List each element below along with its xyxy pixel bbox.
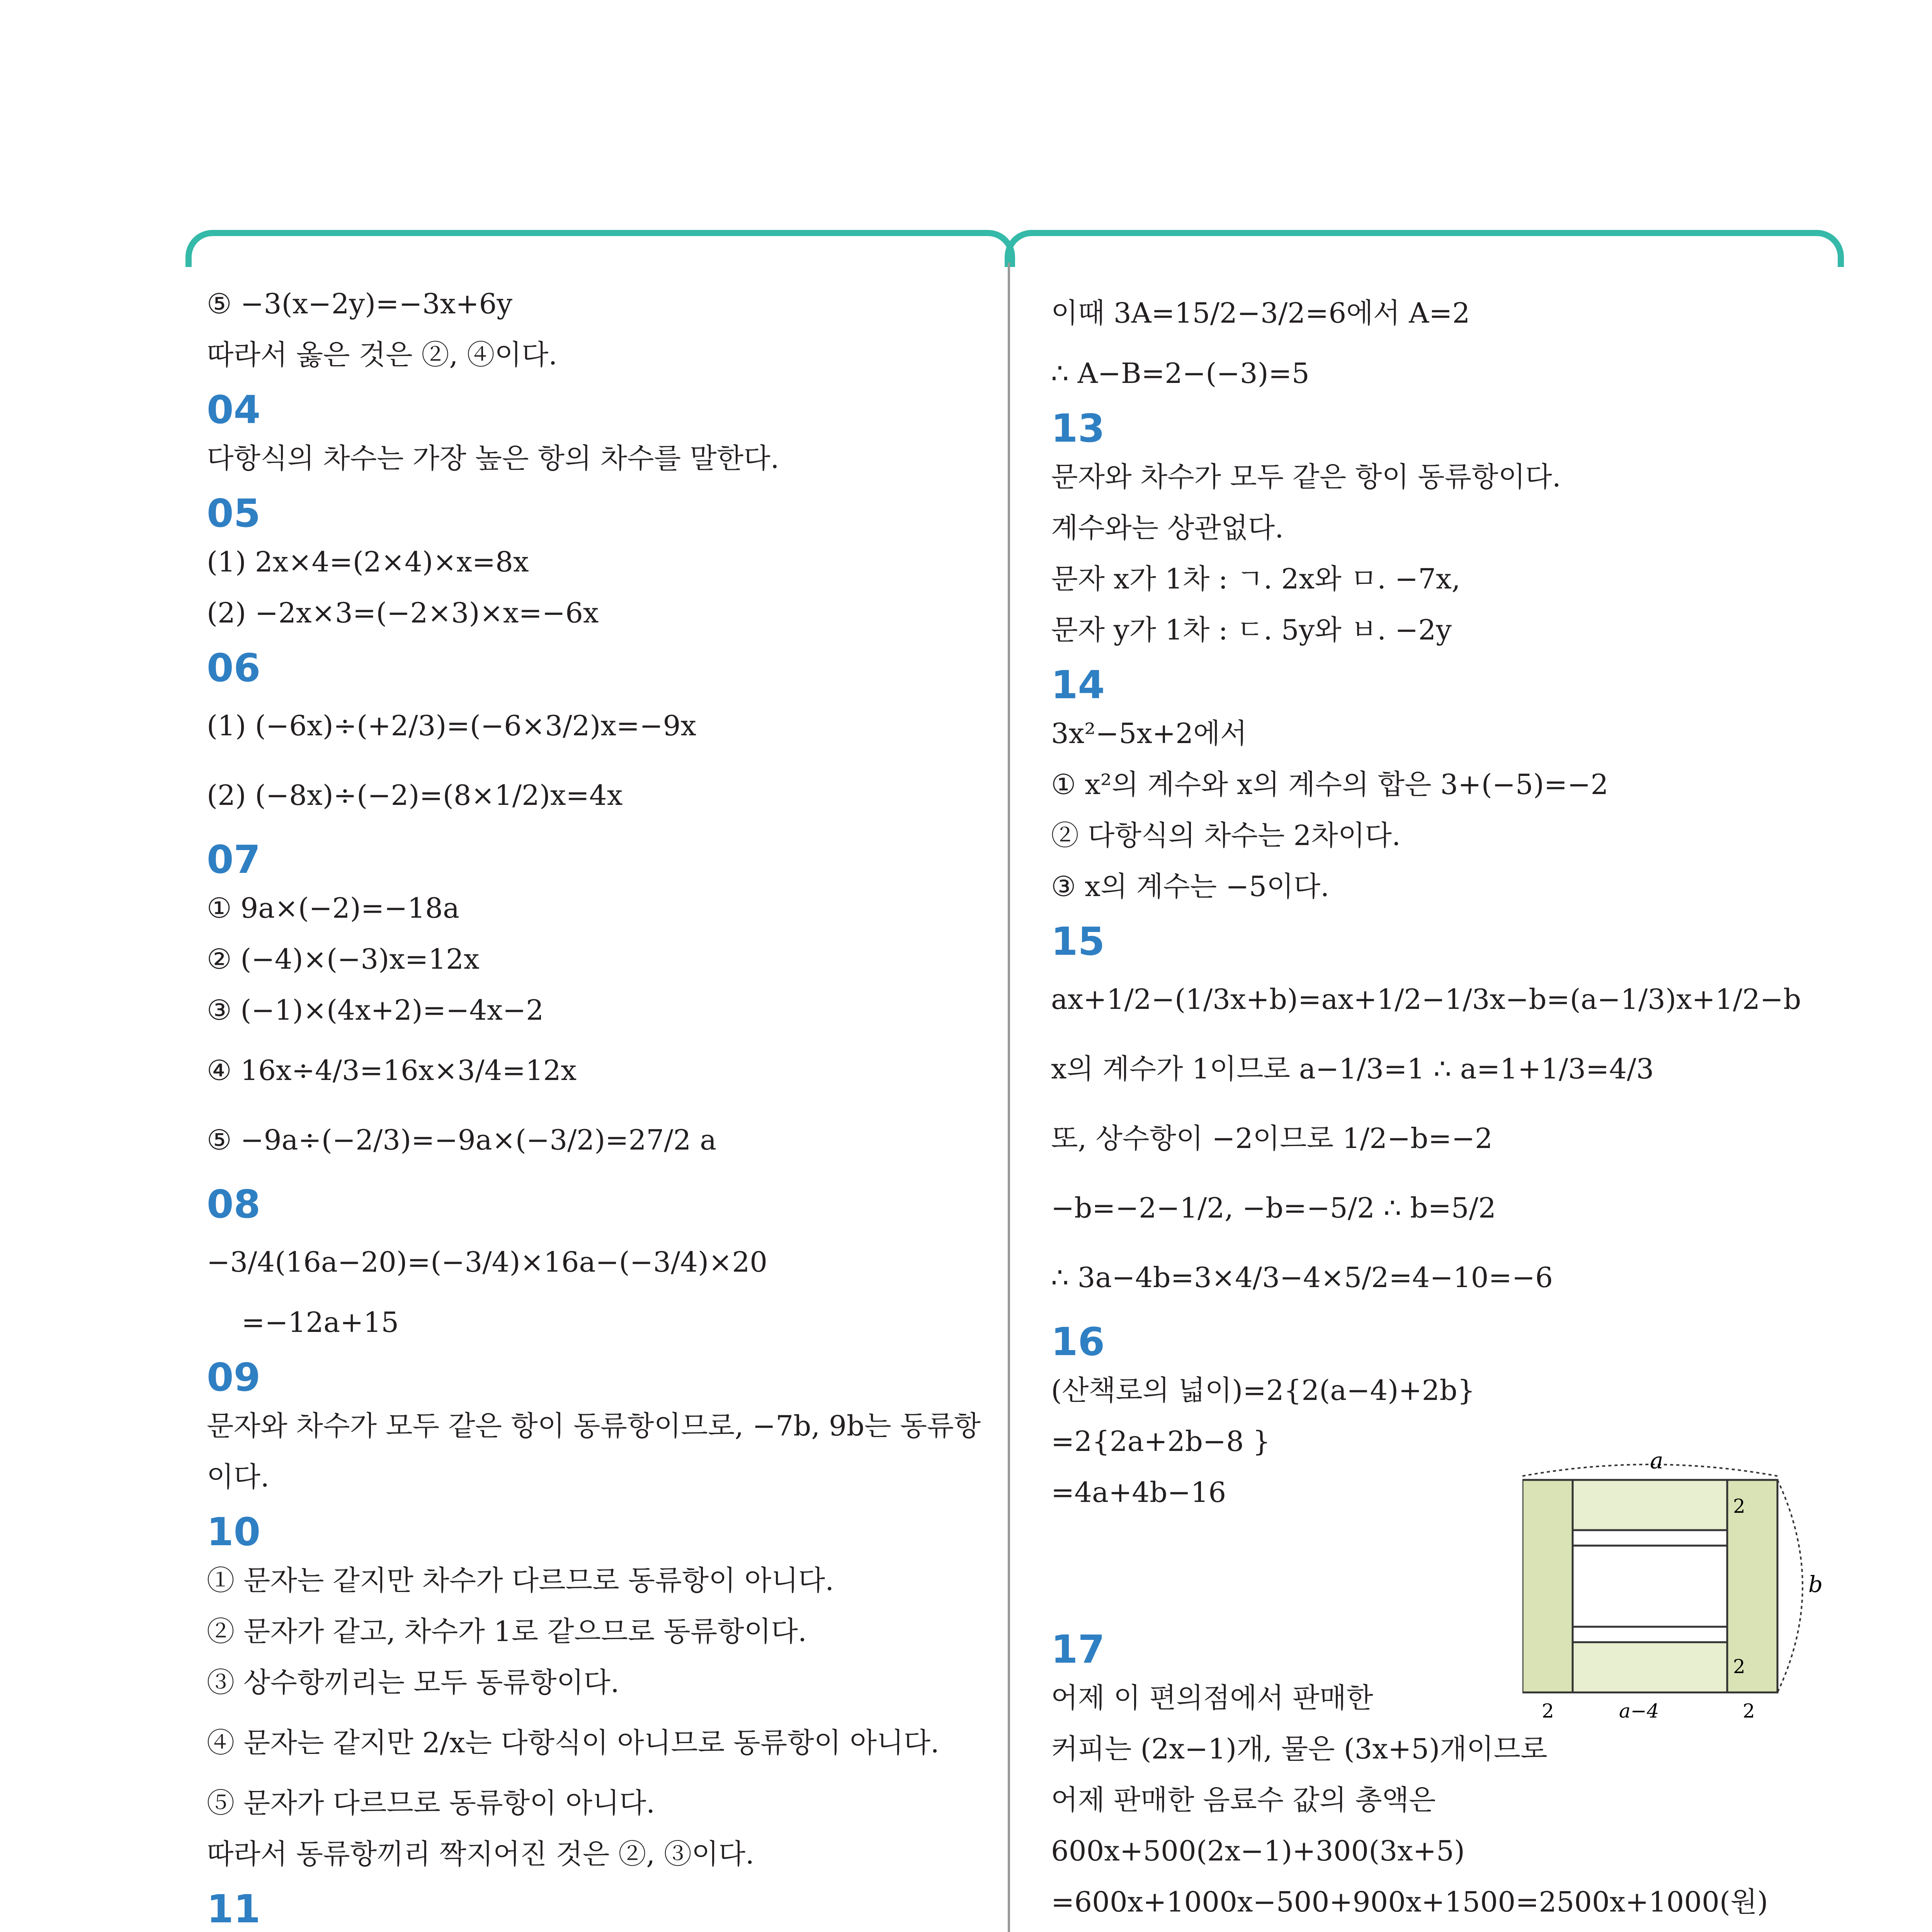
solution-line: =−12a+15 <box>242 1306 399 1338</box>
solution-line: (2) (−8x)÷(−2)=(8×1/2)x=4x <box>207 779 623 811</box>
walkway-figure <box>1522 1445 1839 1723</box>
solution-line: =4a+4b−16 <box>1051 1476 1226 1509</box>
solution-line: x의 계수가 1이므로 a−1/3=1 ∴ a=1+1/3=4/3 <box>1051 1053 1654 1085</box>
label-2-top: 2 <box>1733 1495 1745 1517</box>
solution-line: 따라서 동류항끼리 짝지어진 것은 ②, ③이다. <box>207 1838 755 1870</box>
solution-line: ① 9a×(−2)=−18a <box>207 892 460 924</box>
label-2-bottom: 2 <box>1733 1655 1745 1678</box>
solution-line: 어제 판매한 음료수 값의 총액은 <box>1051 1784 1436 1816</box>
label-2-right: 2 <box>1743 1700 1755 1722</box>
left-column-frame <box>185 230 1015 267</box>
inner-area <box>1573 1546 1727 1627</box>
solution-line: 어제 이 편의점에서 판매한 <box>1051 1682 1373 1714</box>
label-a: a <box>1650 1447 1663 1474</box>
problem-number: 17 <box>1051 1627 1105 1672</box>
solution-line: ③ (−1)×(4x+2)=−4x−2 <box>207 994 544 1026</box>
solution-line: ∴ 3a−4b=3×4/3−4×5/2=4−10=−6 <box>1051 1261 1553 1294</box>
solution-line: =600x+1000x−500+900x+1500=2500x+1000(원) <box>1051 1886 1768 1918</box>
solution-line: ① 문자는 같지만 차수가 다르므로 동류항이 아니다. <box>207 1564 834 1597</box>
solution-line: ∴ A−B=2−(−3)=5 <box>1051 357 1310 389</box>
problem-number: 06 <box>207 645 261 690</box>
solution-line: 다항식의 차수는 가장 높은 항의 차수를 말한다. <box>207 442 779 474</box>
solution-line: ⑤ −9a÷(−2/3)=−9a×(−3/2)=27/2 a <box>207 1124 717 1156</box>
solution-line: 3x²−5x+2에서 <box>1051 717 1247 750</box>
solution-line: (2) −2x×3=(−2×3)×x=−6x <box>207 597 599 629</box>
solution-line: (1) 2x×4=(2×4)×x=8x <box>207 546 529 578</box>
solution-line: ③ x의 계수는 −5이다. <box>1051 870 1330 903</box>
solution-line: ② 다항식의 차수는 2차이다. <box>1051 819 1401 852</box>
solution-line: 이때 3A=15/2−3/2=6에서 A=2 <box>1051 297 1470 329</box>
problem-number: 07 <box>207 837 261 882</box>
label-b: b <box>1808 1571 1823 1597</box>
bottom-path <box>1573 1642 1727 1692</box>
solution-line: ④ 문자는 같지만 2/x는 다항식이 아니므로 동류항이 아니다. <box>207 1726 939 1759</box>
label-2-left: 2 <box>1542 1700 1554 1722</box>
solution-line: 문자와 차수가 모두 같은 항이 동류항이다. <box>1051 461 1561 493</box>
problem-number: 04 <box>207 387 261 432</box>
problem-number: 14 <box>1051 662 1105 707</box>
problem-number: 09 <box>207 1355 261 1400</box>
problem-number: 16 <box>1051 1319 1105 1364</box>
solution-line: ⑤ −3(x−2y)=−3x+6y <box>207 287 513 320</box>
solution-line: ax+1/2−(1/3x+b)=ax+1/2−1/3x−b=(a−1/3)x+1/2−b <box>1051 983 1801 1015</box>
problem-number: 15 <box>1051 919 1105 964</box>
solution-line: 문자와 차수가 모두 같은 항이 동류항이므로, −7b, 9b는 동류항 <box>207 1410 981 1442</box>
solution-line: ② 문자가 같고, 차수가 1로 같으므로 동류항이다. <box>207 1615 807 1648</box>
solution-line: ① x²의 계수와 x의 계수의 합은 3+(−5)=−2 <box>1051 768 1609 801</box>
dimension-b-arc <box>1777 1480 1803 1692</box>
solution-line: ⑤ 문자가 다르므로 동류항이 아니다. <box>207 1787 655 1819</box>
solution-line: 문자 y가 1차 : ㄷ. 5y와 ㅂ. −2y <box>1051 614 1452 646</box>
solution-line: 600x+500(2x−1)+300(3x+5) <box>1051 1835 1465 1867</box>
solution-line: −3/4(16a−20)=(−3/4)×16a−(−3/4)×20 <box>207 1246 768 1278</box>
solution-line: =2{2a+2b−8 } <box>1051 1425 1270 1458</box>
problem-number: 08 <box>207 1182 261 1227</box>
problem-number: 10 <box>207 1509 261 1554</box>
top-path <box>1573 1480 1727 1530</box>
problem-number: 11 <box>207 1886 261 1932</box>
solution-line: 커피는 (2x−1)개, 물은 (3x+5)개이므로 <box>1051 1733 1548 1765</box>
solution-line: 따라서 옳은 것은 ②, ④이다. <box>207 338 558 371</box>
solution-line: (1) (−6x)÷(+2/3)=(−6×3/2)x=−9x <box>207 709 697 742</box>
solution-line: ④ 16x÷4/3=16x×3/4=12x <box>207 1054 577 1087</box>
right-column-frame <box>1005 230 1844 267</box>
label-a-minus-4: a−4 <box>1619 1700 1659 1722</box>
problem-number: 05 <box>207 491 261 536</box>
solution-line: 문자 x가 1차 : ㄱ. 2x와 ㅁ. −7x, <box>1051 563 1461 595</box>
left-column <box>207 278 983 1932</box>
solution-line: (산책로의 넓이)=2{2(a−4)+2b} <box>1051 1374 1475 1406</box>
problem-number: 13 <box>1051 406 1105 451</box>
solution-line: −b=−2−1/2, −b=−5/2 ∴ b=5/2 <box>1051 1192 1496 1224</box>
solution-line: ③ 상수항끼리는 모두 동류항이다. <box>207 1666 619 1699</box>
column-divider <box>1008 263 1010 1932</box>
solution-line: ② (−4)×(−3)x=12x <box>207 943 480 975</box>
left-path <box>1522 1480 1573 1692</box>
solution-line: 또, 상수항이 −2이므로 1/2−b=−2 <box>1051 1122 1493 1155</box>
solution-line: 이다. <box>207 1461 269 1493</box>
solution-line: 계수와는 상관없다. <box>1051 512 1284 544</box>
